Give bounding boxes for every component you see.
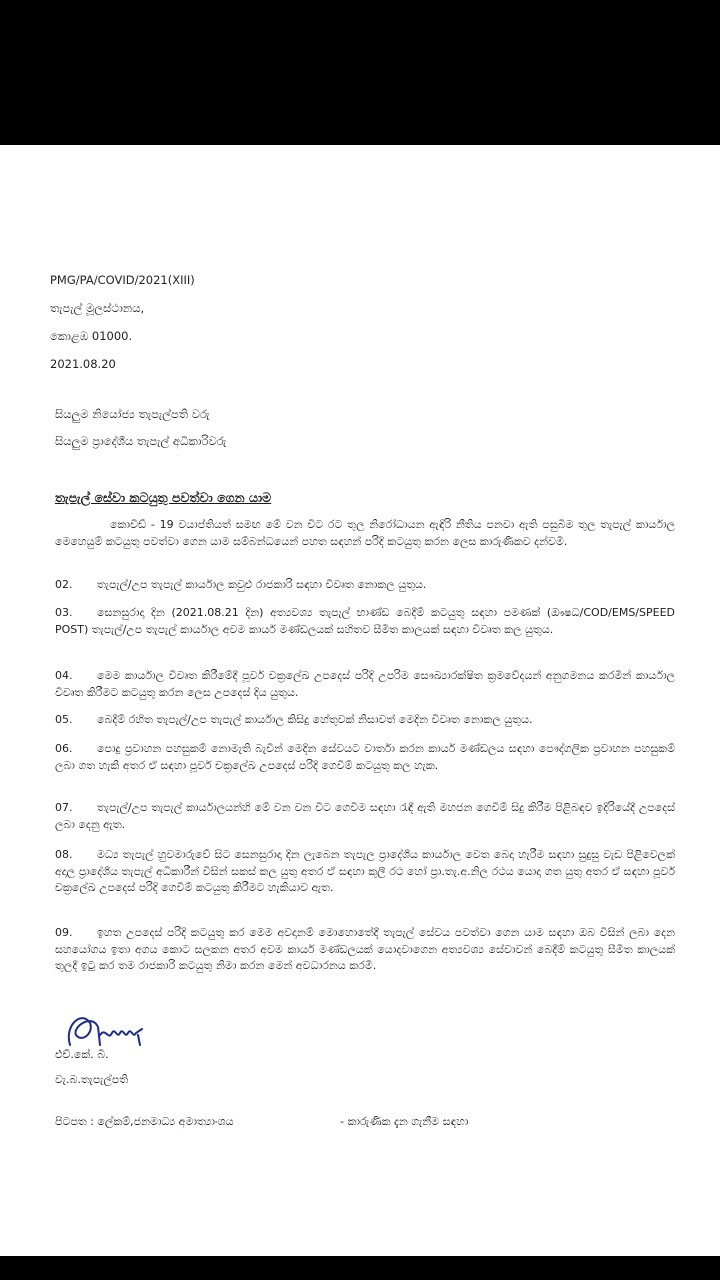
letter-page (0, 145, 720, 1256)
paragraph-05 (55, 712, 675, 729)
signatory-name: එච්.කේ. බී. (55, 1048, 109, 1061)
paragraph-text: පොදු ප්‍රවාහන පහසුකම් නොමැති බැවින් මෙදින සේවයට වාර්තා කරන කාර්ය මණ්ඩලය සඳහා පෞද්ගලික ප්‍රවාහන පහසුකම් ලබා ගත හැකි අතර ඒ සඳහා පූර්ව චක්‍රලේඛ උපදෙස් පරිදි ගෙවීම් කටයුතු කල හැක. (55, 742, 675, 772)
paragraph-02 (55, 577, 675, 594)
addressee-regional-superintendents: සියලුම ප්‍රාදේශීය තැපැල් අධිකාරිවරු (55, 434, 227, 448)
paragraph-text: ඉහත උපදෙස් පරිදි කටයුතු කර මෙම අවදානම් මොහොතේදී තැපැල් සේවය පවත්වා ගෙන යාම සඳහා ඔබ විසින් ලබා දෙන සහයෝගය ඉතා අගය කොට සලකන අතර අවම කාර්ය මණ්ඩලයක් යොදවාගෙන අත්‍යවශ්‍ය සේවාවන් බෙදීම් කටයුතු සීමිත කාලයක් තුලදී ඉටු කර තම රාජකාරි කටයුතු නිමා කරන මෙන් අවධාරනය කරමි. (55, 926, 675, 972)
letter-date: 2021.08.20 (50, 357, 116, 371)
copy-note: - කාරුණික දැන ගැනීම සඳහා (340, 1115, 469, 1128)
paragraph-06 (55, 741, 675, 774)
copy-to: පිටපත : ලේකම්,ජනමාධ්‍ය අමාත්‍යාංශය (55, 1115, 234, 1128)
paragraph-text: මධ්‍ය තැපැල් හුවමාරුවේ සිට සෙනසුරාදා දින ලැබෙන තැපැල ප්‍රාදේශීය කාර්යාල වෙත බෙදා හැරීම සඳහා සුදුසු වැඩ පිළිවෙලක් අදාල ප්‍රාදේශීය තැපැල් අධිකාරීන් විසින් සකස් කල යුතු අතර ඒ සඳහා කුලී රථ හෝ ප්‍රා.තැ.අ.නිල රථය යොදා ගත යුතු අතර ඒ සඳහා පූර්ව චක්‍රලේඛ උපදෙස් පරිදි ගෙවීම් කටයුතු කිරීමට හැකියාව ඇත. (55, 848, 675, 894)
paragraph-number: 05. (55, 713, 73, 726)
paragraph-08 (55, 847, 675, 897)
paragraph-text: බෙදීම් රහිත තැපැල්/උප තැපැල් කාර්යාල කිසිදු හේතුවක් නිසාවත් මෙදින විවෘත නොකල යුතුය. (97, 713, 533, 726)
letter-subject: තැපැල් සේවා කටයුතු පවත්වා ගෙන යාම (55, 490, 272, 505)
paragraph-number: 03. (55, 606, 73, 619)
paragraph-number: 06. (55, 742, 73, 755)
reference-number: PMG/PA/COVID/2021(XIII) (50, 273, 195, 287)
paragraph-number: 02. (55, 578, 73, 591)
paragraph-01 (55, 517, 675, 550)
paragraph-09 (55, 925, 675, 975)
top-black-bar (0, 0, 720, 145)
paragraph-number: 08. (55, 848, 73, 861)
signatory-title: වැ.බ.තැපැල්පති (55, 1073, 129, 1086)
paragraph-number: 04. (55, 669, 73, 682)
addressee-deputy-postmasters: සියලුම නියෝජ්‍ය තැපැල්පති වරු (55, 407, 210, 421)
paragraph-04 (55, 668, 675, 701)
paragraph-text: තැපැල්/උප තැපැල් කාර්යාලයන්හි මේ වන වන විට ගෙවීම සඳහා රැඳී ඇති මහජන ගෙවීම් සිදු කිරීම පිළිබඳව ඉදිරියේදී උපදෙස් ලබා දෙනු ඇත. (55, 801, 675, 831)
paragraph-number: 09. (55, 926, 73, 939)
office-name: තැපැල් මූලස්ථානය, (50, 301, 145, 315)
bottom-black-bar (0, 1256, 720, 1280)
paragraph-text: මෙම කාර්යාල විවෘත කිරීමේදී පූර්ව චක්‍රලේඛ උපදෙස් පරිදි උපරිම සෞඛ්‍යාරක්ෂිත ක්‍රමවේදයන් අනුගමනය කරමින් කාර්යාල විවෘත කිරීමට කටයුතු කරන ලෙස උපදෙස් දිය යුතුය. (55, 669, 675, 699)
office-city: කොළඹ 01000. (50, 329, 133, 343)
paragraph-03 (55, 605, 675, 638)
paragraph-text: තැපැල්/උප තැපැල් කාර්යාල කවුළු රාජකාරි සඳහා විවෘත නොකල යුතුය. (97, 578, 427, 591)
paragraph-07 (55, 800, 675, 833)
paragraph-text: කොවිඩ් - 19 වයාප්තියත් සමඟ මේ වන විට රට තුල නිරෝධායන ඇඳිරි නීතිය පනවා ඇති පසුබිම තුල තැපැල් කාර්යාල මෙහෙයුම් කටයුතු පවත්වා ගෙන යාම සම්බන්ධයෙන් පහත සඳහන් පරිදි කටයුතු කරන ලෙස කාරුණිකව දන්වමි. (55, 518, 675, 548)
paragraph-text: සෙනසුරාදා දින (2021.08.21 දින) අත්‍යවශ්‍ය තැපැල් භාණ්ඩ බෙදීම් කටයුතු සඳහා පමණක් (ඖෂධ/COD/EMS/SPEED POST) තැපැල්/උප තැපැල් කාර්යාල අවම කාර්ය මණ්ඩලයක් සහිතව සීමිත කාලයක් සඳහා විවෘත කල යුතුය. (55, 606, 675, 636)
paragraph-number: 07. (55, 801, 73, 814)
